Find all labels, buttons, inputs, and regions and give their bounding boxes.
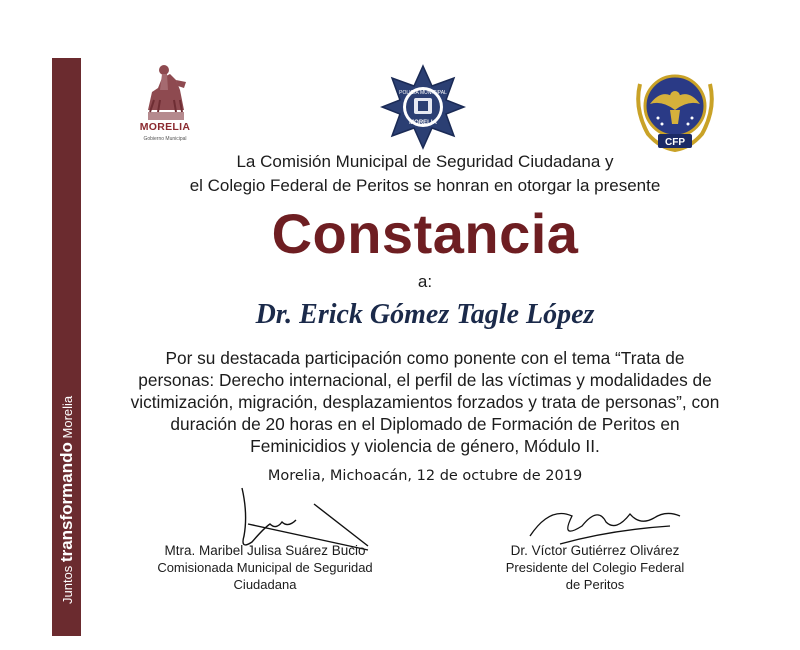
body-line: duración de 20 horas en el Diplomado de Formación de Peritos en [170,414,680,434]
intro-line-1: La Comisión Municipal de Seguridad Ciudadana y [236,152,614,171]
sidebar-slogan [57,396,77,604]
signatory-left-name: Mtra. Maribel Julisa Suárez Bucio [164,543,366,558]
place-date: Morelia, Michoacán, 12 de octubre de 2019 [267,468,583,484]
morelia-logo-subtitle: Gobierno Municipal [143,136,187,142]
morelia-logo-name: MORELIA [139,121,191,133]
signatory-right-role-1: Presidente del Colegio Federal [505,560,685,575]
police-star-badge-icon [380,64,466,150]
slogan-suffix: Morelia [59,395,75,439]
signatory-right-name: Dr. Víctor Gutiérrez Olivárez [510,543,680,558]
cfp-eagle-crest-icon [630,64,720,154]
signatory-left-role-2: Ciudadana [233,577,297,592]
slogan-main: transformando [56,442,76,563]
signatory-left-role-1: Comisionada Municipal de Seguridad [157,560,373,575]
signatory-right [465,542,725,593]
body-paragraph [100,347,750,457]
signatory-right-role-2: de Peritos [565,577,625,592]
police-badge-bottom-text: MORELIA [409,120,437,126]
sidebar-band [52,58,81,636]
recipient-name: Dr. Erick Gómez Tagle López [255,299,595,330]
body-line: victimización, migración, desplazamientos forzados y trata de personas”, con [130,392,720,412]
to-label: a: [417,272,433,291]
intro-line-2: el Colegio Federal de Peritos se honran en otorgar la presente [189,176,661,195]
signatory-left [130,542,400,593]
body-line: Por su destacada participación como ponente con el tema “Trata de [165,348,685,368]
cfp-crest-text: CFP [665,137,685,148]
certificate-title: Constancia [271,202,579,265]
morelia-logo-icon [140,60,192,122]
slogan-prefix: Juntos [59,565,75,604]
body-line: personas: Derecho internacional, el perfil de las víctimas y modalidades de [138,370,712,390]
body-line: Feminicidios y violencia de género, Módulo II. [250,436,600,456]
police-badge-top-text: POLICÍA MUNICIPAL [399,90,447,96]
